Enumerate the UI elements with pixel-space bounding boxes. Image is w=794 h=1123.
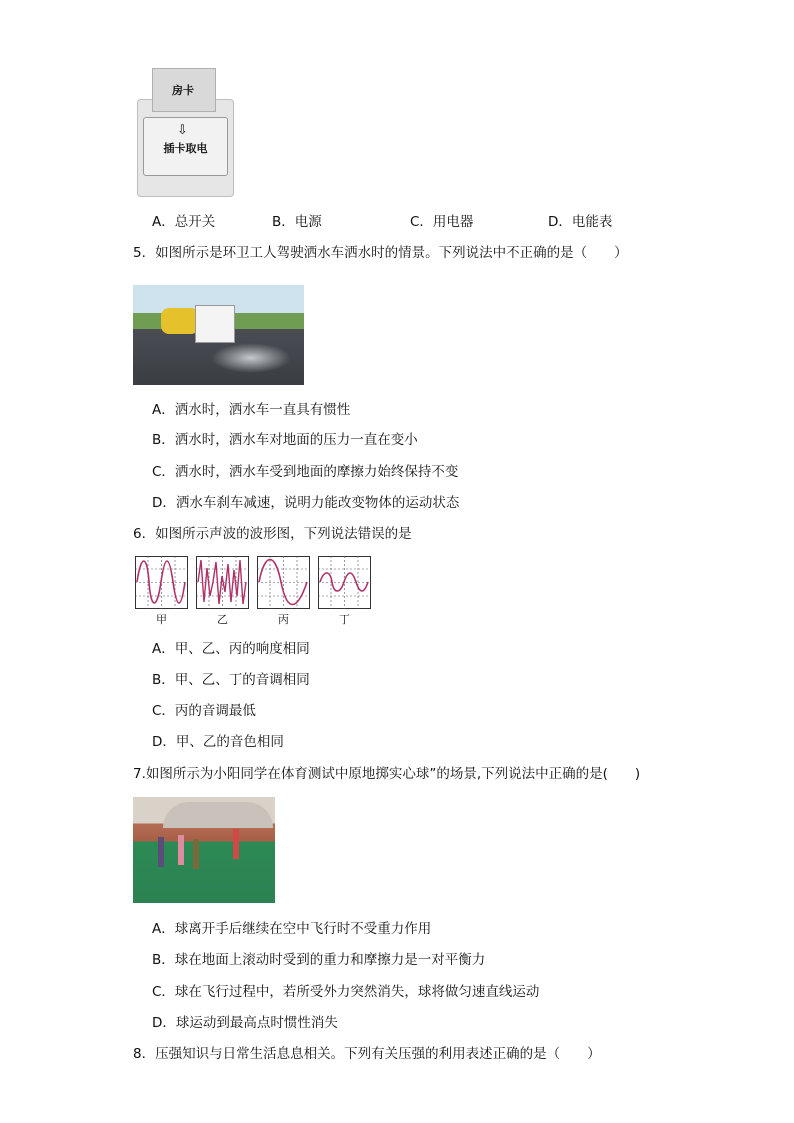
q6-option-a[interactable]: A．甲、乙、丙的响度相同 [152,641,310,657]
water-spray [211,343,291,373]
wave-label-yi: 乙 [217,613,228,626]
q4-option-d[interactable]: D．电能表 [548,214,613,230]
wave-jia [135,556,188,609]
stadium-building [163,802,273,828]
wave-yi [196,556,249,609]
room-card-label: 房卡 [172,84,194,97]
q5-option-b[interactable]: B．洒水时，洒水车对地面的压力一直在变小 [152,432,418,448]
q4-option-a[interactable]: A．总开关 [152,214,216,230]
q6-option-c[interactable]: C．丙的音调最低 [152,703,256,719]
q5-option-a[interactable]: A．洒水时，洒水车一直具有惯性 [152,402,351,418]
sprinkler-truck-photo [133,285,304,385]
q5-stem: 5．如图所示是环卫工人驾驶洒水车洒水时的情景。下列说法中不正确的是（ ） [133,245,628,261]
wave-ding [318,556,371,609]
wave-label-jia: 甲 [156,613,167,626]
wave-label-ding: 丁 [339,613,350,626]
q6-stem: 6．如图所示声波的波形图，下列说法错误的是 [133,526,412,542]
teacher-seated [193,839,199,869]
shot-put-field-photo [133,797,275,903]
q5-option-c[interactable]: C．洒水时，洒水车受到地面的摩擦力始终保持不变 [152,464,459,480]
q8-stem: 8．压强知识与日常生活息息相关。下列有关压强的利用表述正确的是（ ） [133,1046,601,1062]
q4-option-c[interactable]: C．用电器 [410,214,474,230]
q7-option-a[interactable]: A．球离开手后继续在空中飞行时不受重力作用 [152,921,432,937]
wave-bing [257,556,310,609]
student-throwing [233,829,239,859]
down-arrow-icon: ⇩ [177,123,188,138]
truck-cab [195,305,235,343]
q7-stem: 7.如图所示为小阳同学在体育测试中原地掷实心球”的场景,下列说法中正确的是( ) [133,766,641,782]
q7-option-c[interactable]: C．球在飞行过程中，若所受外力突然消失，球将做匀速直线运动 [152,984,540,1000]
q6-option-d[interactable]: D．甲、乙的音色相同 [152,734,284,750]
q7-option-d[interactable]: D．球运动到最高点时惯性消失 [152,1015,338,1031]
q6-option-b[interactable]: B．甲、乙、丁的音调相同 [152,672,310,688]
q7-option-b[interactable]: B．球在地面上滚动时受到的重力和摩擦力是一对平衡力 [152,952,486,968]
wave-label-bing: 丙 [278,613,289,626]
student-waiting [178,835,184,865]
hotel-card-slot-figure [137,68,233,196]
q4-option-b[interactable]: B．电源 [272,214,322,230]
truck-tank [161,308,199,334]
slot-label: 插卡取电 [163,142,208,155]
student-waiting [158,837,164,867]
q5-option-d[interactable]: D．洒水车刹车减速，说明力能改变物体的运动状态 [152,495,460,511]
